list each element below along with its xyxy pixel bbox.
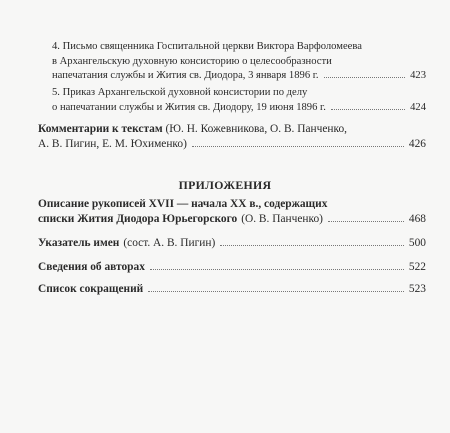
dot-leader (324, 77, 406, 78)
page-number: 500 (408, 237, 426, 249)
toc-entry-line: 4. Письмо священника Госпитальной церкви Виктора Варфоломеева (52, 41, 362, 52)
dot-leader (328, 221, 404, 222)
dot-leader (150, 269, 404, 270)
toc-entry-abbreviations (38, 282, 426, 297)
appendix-heading: ПРИЛОЖЕНИЯ (178, 178, 272, 192)
dot-leader (192, 146, 404, 147)
toc-entry-line: в Архангельскую духовную консисторию о целесообразности (52, 55, 332, 67)
toc-entry-line: о напечатании службы и Жития св. Диодору, 19 июня 1896 г. (52, 101, 326, 113)
toc-entry-line: напечатания службы и Жития св. Диодора, 3 января 1896 г. (52, 70, 319, 82)
page-number: 426 (408, 137, 426, 150)
toc-entry-authors: А. В. Пигин, Е. М. Юхименко) (38, 137, 187, 150)
toc-entry-line: 5. Приказ Архангельской духовной консистории по делу (52, 87, 308, 98)
page-number: 468 (408, 212, 426, 225)
toc-entry-title: Список сокращений (38, 283, 144, 295)
toc-entry-title: списки Жития Диодора Юрьегорского (38, 212, 238, 225)
toc-entry-title: Указатель имен (38, 237, 120, 249)
dot-leader (331, 109, 405, 110)
toc-entry-title: Сведения об авторах (38, 261, 145, 273)
toc-entry-manuscripts (38, 197, 426, 226)
page-number: 522 (408, 261, 426, 273)
toc-entry-about-authors (38, 260, 426, 275)
dot-leader (220, 245, 404, 246)
toc-entry-letter (52, 40, 426, 84)
toc-entry-title: Описание рукописей XVII — начала XX в., содержащих (38, 198, 328, 210)
toc-entry-commentary (38, 122, 426, 151)
toc-entry-name-index (38, 236, 426, 251)
toc-entry-order (52, 86, 426, 115)
page-number: 423 (410, 70, 426, 82)
dot-leader (148, 291, 404, 292)
page-number: 523 (408, 283, 426, 295)
toc-entry-authors: (О. В. Панченко) (241, 212, 323, 225)
toc-entry-authors: (Ю. Н. Кожевникова, О. В. Панченко, (165, 123, 348, 135)
toc-entry-authors: (сост. А. В. Пигин) (123, 237, 216, 249)
page-number: 424 (410, 101, 426, 113)
toc-entry-title: Комментарии к текстам (38, 123, 163, 135)
